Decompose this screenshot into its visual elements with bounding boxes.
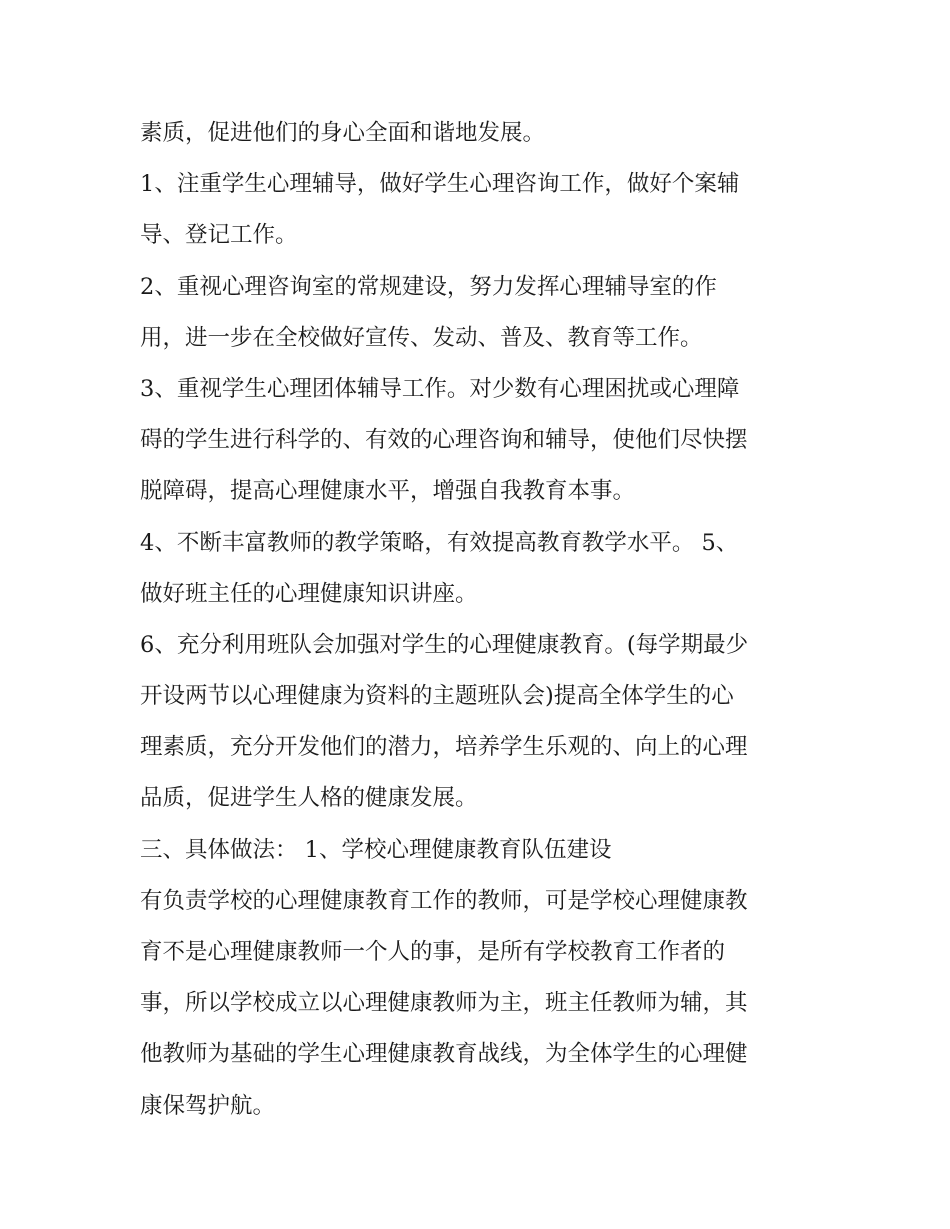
text-line: 2、重视心理咨询室的常规建设，努力发挥心理辅导室的作 [140,273,717,300]
document-body [140,108,820,1132]
text-line: 脱障碍，提高心理健康水平，增强自我教育本事。 [140,478,636,505]
text-line: 碍的学生进行科学的、有效的心理咨询和辅导，使他们尽快摆 [140,427,748,454]
text-line: 有负责学校的心理健康教育工作的教师，可是学校心理健康教 [140,887,748,914]
text-line: 品质，促进学生人格的健康发展。 [140,785,478,812]
text-line: 事，所以学校成立以心理健康教师为主，班主任教师为辅，其 [140,990,748,1017]
text-line: 1、注重学生心理辅导，做好学生心理咨询工作，做好个案辅 [140,171,740,198]
text-line: 育不是心理健康教师一个人的事，是所有学校教育工作者的 [140,939,726,965]
section-heading-line: 三、具体做法： 1、学校心理健康教育队伍建设 [140,836,612,863]
text-line: 他教师为基础的学生心理健康教育战线，为全体学生的心理健 [140,1041,748,1068]
text-line: 开设两节以心理健康为资料的主题班队会)提高全体学生的心 [140,683,734,710]
text-line: 4、不断丰富教师的教学策略，有效提高教育教学水平。 5、 [140,529,739,556]
text-line: 导、登记工作。 [140,222,298,249]
text-line: 做好班主任的心理健康知识讲座。 [140,580,478,607]
text-line: 理素质，充分开发他们的潜力，培养学生乐观的、向上的心理 [140,734,748,761]
text-line: 用，进一步在全校做好宣传、发动、普及、教育等工作。 [140,324,703,351]
text-line: 3、重视学生心理团体辅导工作。对少数有心理困扰或心理障 [140,375,740,402]
text-line: 6、充分利用班队会加强对学生的心理健康教育。(每学期最少 [140,631,749,658]
text-line: 康保驾护航。 [140,1092,276,1119]
text-line: 素质，促进他们的身心全面和谐地发展。 [140,120,546,146]
